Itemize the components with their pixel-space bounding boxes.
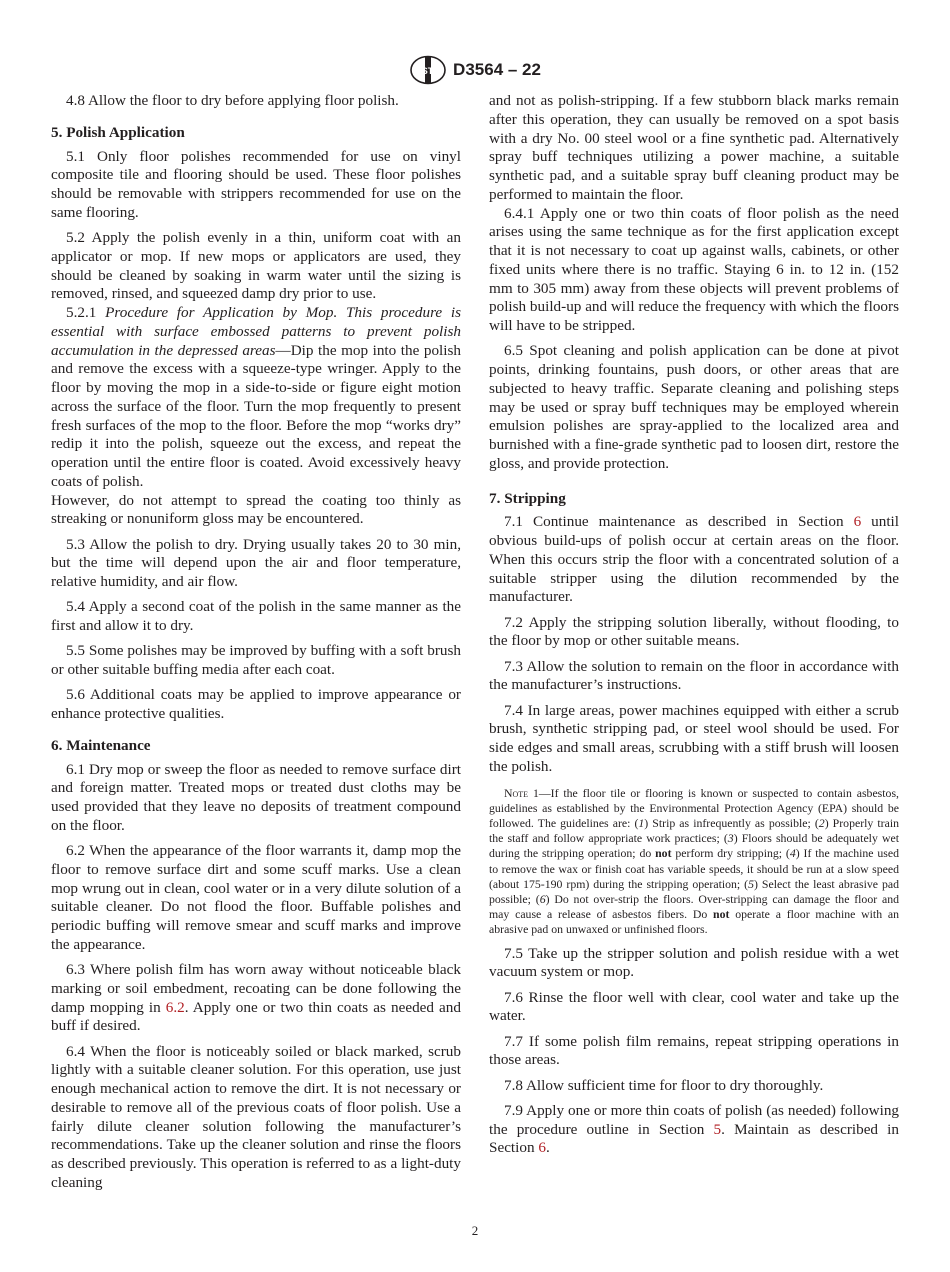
p63-text-a: 6.3 Where polish film has worn away without noticeable black marking or soil embedment, recoating can be done following the damp mopping in xyxy=(51,961,461,1016)
paragraph-7-5: 7.5 Take up the stripper solution and polish residue with a wet vacuum system or mop. xyxy=(489,944,899,981)
note-text: ) Properly train the staff and follow appropriate work practices; ( xyxy=(489,815,900,846)
paragraph-7-8: 7.8 Allow sufficient time for floor to dry thoroughly. xyxy=(504,1076,824,1094)
p79-text-c: . xyxy=(545,1139,550,1157)
paragraph-7-9 xyxy=(489,1102,899,1158)
paragraph-5-3: 5.3 Allow the polish to dry. Drying usually takes 20 to 30 min, but the time will depend upon the air and floor temperature, relative humidity, and air flow. xyxy=(51,535,461,590)
section-6-2-link[interactable]: 6.2 xyxy=(165,998,185,1016)
paragraph-6-3 xyxy=(51,961,461,1036)
note-num: 1 xyxy=(638,815,645,830)
section-5-heading: 5. Polish Application xyxy=(51,123,185,141)
right-column xyxy=(489,92,899,1158)
note-text: perform dry stripping; ( xyxy=(671,846,790,861)
note-num: 5 xyxy=(748,876,755,891)
paragraph-5-2: 5.2 Apply the polish evenly in a thin, uniform coat with an applicator or mop. If new mops or applicators are used, they should be cleaned by soaking in warm water until the sizing is removed, rinsed, and squeezed damp dry prior to use. xyxy=(51,229,461,303)
note-label: Note 1 xyxy=(504,785,539,800)
paragraph-6-4-continued: and not as polish-stripping. If a few stubborn black marks remain after this operation, they can usually be removed on a spot basis with a dry No. 00 steel wool or a fine synthetic pad. Alternatively spray buff techniques utilizing a power machine, a suitable synthetic pad, and a suitable spray buff cleaning product may be performed to maintain the floor. xyxy=(489,92,899,203)
page-number: 2 xyxy=(471,1223,479,1238)
section-5-link[interactable]: 5 xyxy=(713,1120,722,1138)
paragraph-5-6: 5.6 Additional coats may be applied to improve appearance or enhance protective qualities. xyxy=(51,686,461,722)
note-text: —If the floor tile or flooring is known or suspected to contain asbestos, guidelines as established by the Environmental Protection Agency (EPA) should be followed. The guidelines are: ( xyxy=(489,785,899,830)
paragraph-5-5: 5.5 Some polishes may be improved by buffing with a soft brush or other suitable buffing media after each coat. xyxy=(51,642,461,678)
paragraph-5-2-1-continued: However, do not attempt to spread the coating too thinly as streaking or nonuniform gloss may be encountered. xyxy=(51,491,461,528)
note-text: ) If the machine used to remove the wax or finish coat has variable speeds, it should be run at a slow speed (about 175-190 rpm) during the stripping operation; ( xyxy=(489,846,900,891)
p71-text-b: until obvious build-ups of polish occur at certain areas on the floor. When this occurs strip the floor with a concentrated solution of a suitable stripper using the dilution recommended by the manufacturer. xyxy=(489,513,899,606)
paragraph-7-1 xyxy=(489,513,899,607)
left-column xyxy=(51,92,461,1193)
section-7-heading: 7. Stripping xyxy=(489,489,566,507)
page-header xyxy=(0,55,950,85)
section-6-link[interactable]: 6 xyxy=(853,513,862,531)
note-bold: not xyxy=(713,907,730,922)
paragraph-6-4: 6.4 When the floor is noticeably soiled or black marked, scrub lightly with a suitable cleaner solution. For this operation, use just enough mechanical action to remove the dirt. It is not necessary or desirable to remove all of the previous coats of floor polish. Use a fairly dilute cleaner solution following the manufacturer’s recommendations. Take up the cleaner solution and rinse the floors as described previously. This operation is referred to as a light-duty cleaning xyxy=(51,1042,461,1191)
paragraph-7-4: 7.4 In large areas, power machines equipped with either a scrub brush, synthetic stripping pad, or steel wool should be used. For side edges and small areas, scrubbing with a stiff brush will loosen the polish. xyxy=(489,701,899,775)
p521-number: 5.2.1 xyxy=(66,304,97,321)
paragraph-5-1: 5.1 Only floor polishes recommended for use on vinyl composite tile and flooring should be used. These floor polishes should be removable with strippers recommended for use on the same flooring. xyxy=(51,147,461,221)
astm-logo-icon xyxy=(409,55,447,85)
p79-text-a: 7.9 Apply one or more thin coats of polish (as needed) following the procedure outline in Section xyxy=(489,1101,899,1138)
paragraph-7-3: 7.3 Allow the solution to remain on the floor in accordance with the manufacturer’s instructions. xyxy=(489,657,899,694)
note-num: 2 xyxy=(818,815,825,830)
p63-text-b: . Apply one or two thin coats as needed and buff if desired. xyxy=(51,998,461,1035)
note-text: operate a floor machine with an abrasive pad on unwaxed or unfinished floors. xyxy=(489,907,900,937)
p521-italic-title: Procedure for Application by Mop. This procedure is essential with surface embossed patterns to prevent polish accumulation in the depressed areas xyxy=(51,304,462,359)
note-1 xyxy=(489,786,899,938)
p521-body: —Dip the mop into the polish and remove the excess with a squeeze-type wringer. Apply to the floor by moving the mop in a side-to-side or figure eight motion across the surface of the floor. Turn the mop frequently to present fresh surfaces of the mop to the floor. Before the mop “works dry” redip it into the polish, squeeze out the excess, and repeat the operation until the entire floor is coated. Avoid excessively heavy coats of polish. xyxy=(51,341,461,490)
paragraph-7-7: 7.7 If some polish film remains, repeat stripping operations in those areas. xyxy=(489,1032,899,1069)
paragraph-7-6: 7.6 Rinse the floor well with clear, cool water and take up the water. xyxy=(489,988,899,1025)
paragraph-7-2: 7.2 Apply the stripping solution liberally, without flooding, to the floor by mop or other suitable means. xyxy=(489,613,899,650)
paragraph-6-2: 6.2 When the appearance of the floor warrants it, damp mop the floor to remove surface dirt and some scuff marks. Use a clean mop wrung out in clean, cool water or in a very dilute solution of a suitable cleaner. Do not flood the floor. Buffable polishes and periodic buffing will remove smear and scuff marks and improve the appearance. xyxy=(51,842,461,953)
note-text: ) Strip as infrequently as possible; ( xyxy=(644,815,819,830)
note-text: ) Select the least abrasive pad possible; ( xyxy=(489,876,899,906)
section-6-heading: 6. Maintenance xyxy=(51,736,151,754)
p71-text-a: 7.1 Continue maintenance as described in Section xyxy=(504,513,854,531)
note-num: 4 xyxy=(789,846,796,861)
paragraph-6-4-1: 6.4.1 Apply one or two thin coats of floor polish as the need arises using the same technique as for the first application except that it is not necessary to coat up against walls, cabinets, or other fixed units where there is no traffic. Staying 6 in. to 12 in. (152 mm to 305 mm) away from these objects will prevent problems of polish build-up and will reduce the frequency with which the floors will have to be stripped. xyxy=(489,204,899,334)
note-num: 6 xyxy=(539,891,546,906)
note-text: ) Do not over-strip the floors. Over-stripping can damage the floor and may cause a release of asbestos fibers. Do xyxy=(489,891,899,922)
note-bold: not xyxy=(655,846,672,861)
paragraph-4-8: 4.8 Allow the floor to dry before applying floor polish. xyxy=(66,92,399,109)
paragraph-6-5: 6.5 Spot cleaning and polish application can be done at pivot points, drinking fountains, push doors, or other areas that are subjected to heavy traffic. Separate cleaning and polishing steps may be used or spray buff techniques may be employed wherein emulsion polishes are spray-applied to the localized area and burnished with a fine-grade synthetic pad to loosen dirt, restore the gloss, and provide protection. xyxy=(489,342,899,472)
note-num: 3 xyxy=(727,831,734,846)
paragraph-6-1: 6.1 Dry mop or sweep the floor as needed to remove surface dirt and foreign matter. Treated mops or treated dust cloths may be used provided that they leave no deposits of treatment compound on the floor. xyxy=(51,760,461,834)
note-text: ) Floors should be adequately wet during the stripping operation; do xyxy=(489,831,899,861)
paragraph-5-4: 5.4 Apply a second coat of the polish in the same manner as the first and allow it to dry. xyxy=(51,598,461,634)
logo-text: ASTM xyxy=(415,66,441,76)
paragraph-5-2-1 xyxy=(51,304,461,492)
standard-designation: D3564 – 22 xyxy=(453,60,541,79)
p79-text-b: . Maintain as described in Section xyxy=(489,1120,899,1157)
section-6-link[interactable]: 6 xyxy=(538,1139,546,1157)
